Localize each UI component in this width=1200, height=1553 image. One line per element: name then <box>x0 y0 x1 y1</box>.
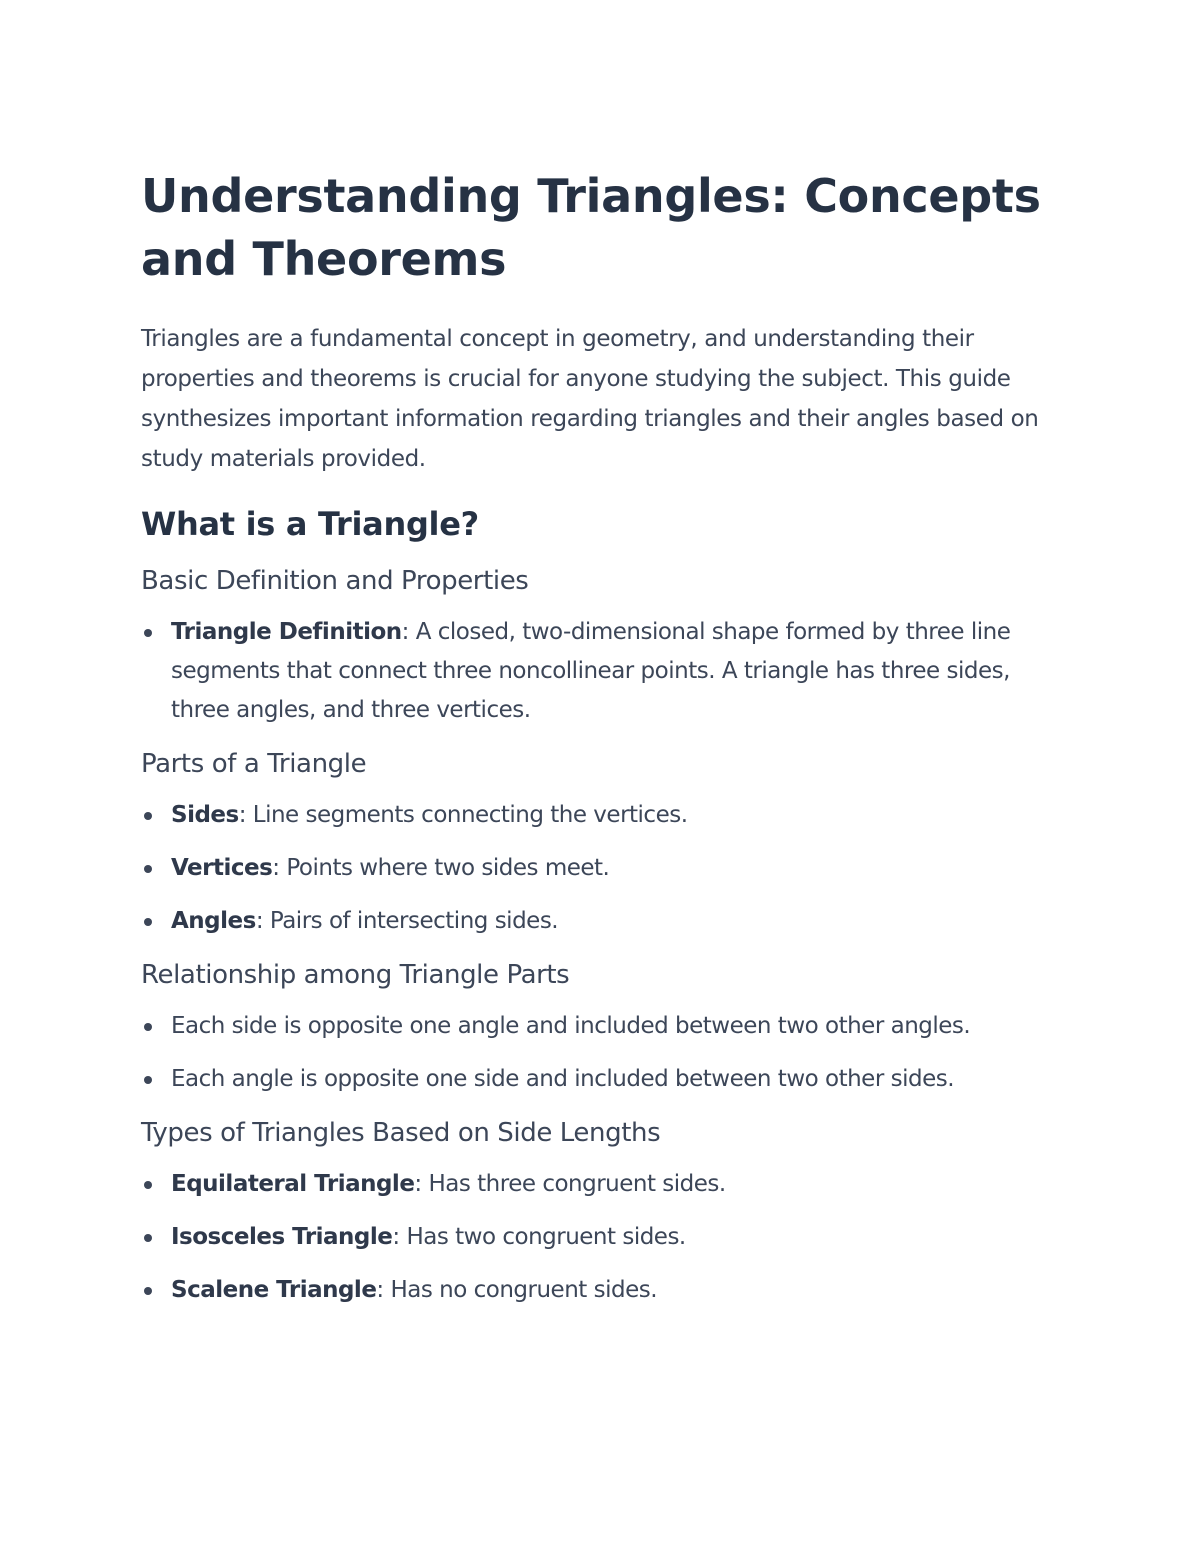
bullet-icon <box>144 1181 152 1189</box>
bullet-icon <box>144 918 152 926</box>
subheading-types: Types of Triangles Based on Side Lengths <box>141 1118 661 1148</box>
list-item <box>141 902 1071 941</box>
list-item-term: Equilateral Triangle <box>171 1171 415 1197</box>
subheading-relationship: Relationship among Triangle Parts <box>141 960 570 990</box>
bullet-icon <box>144 1023 152 1031</box>
list-item <box>141 1218 1071 1257</box>
list-item-text: : Points where two sides meet. <box>272 855 610 881</box>
list-item-text: : Has no congruent sides. <box>376 1277 658 1303</box>
list-item <box>141 1271 1071 1310</box>
list-item <box>141 1060 1071 1099</box>
list-item-term: Triangle Definition <box>171 619 402 645</box>
list-item <box>141 849 1071 888</box>
types-list <box>141 1165 1071 1310</box>
list-item-text: : Has two congruent sides. <box>392 1224 686 1250</box>
page-title: Understanding Triangles: Concepts and Theorems <box>141 169 1041 286</box>
bullet-icon <box>144 1234 152 1242</box>
parts-list <box>141 796 1071 941</box>
bullet-icon <box>144 812 152 820</box>
list-item-term: Isosceles Triangle <box>171 1224 393 1250</box>
list-item-text: : Has three congruent sides. <box>414 1171 726 1197</box>
list-item-text: : A closed, two-dimensional shape formed by three line segments that connect three noncollinear points. A triangle has three sides, three angles, and three vertices. <box>171 619 1011 723</box>
bullet-icon <box>144 1076 152 1084</box>
document-page <box>141 165 1071 1324</box>
list-item-text: : Pairs of intersecting sides. <box>255 908 559 934</box>
list-item-term: Vertices <box>171 855 273 881</box>
relationship-list <box>141 1007 1071 1099</box>
list-item-text: Each angle is opposite one side and included between two other sides. <box>171 1066 955 1092</box>
list-item <box>141 796 1071 835</box>
intro-paragraph: Triangles are a fundamental concept in geometry, and understanding their properties and theorems is crucial for anyone studying the subject. This guide synthesizes important information regarding triangles and their angles based on study materials provided. <box>141 326 1039 472</box>
subheading-basic-definition: Basic Definition and Properties <box>141 566 529 596</box>
list-item <box>141 1007 1071 1046</box>
subheading-parts: Parts of a Triangle <box>141 749 367 779</box>
bullet-icon <box>144 629 152 637</box>
list-item-term: Scalene Triangle <box>171 1277 377 1303</box>
basic-definition-list <box>141 613 1071 730</box>
list-item-term: Angles <box>171 908 256 934</box>
section-heading: What is a Triangle? <box>141 505 479 543</box>
list-item <box>141 613 1071 730</box>
list-item-term: Sides <box>171 802 239 828</box>
list-item-text: Each side is opposite one angle and included between two other angles. <box>171 1013 971 1039</box>
list-item-text: : Line segments connecting the vertices. <box>238 802 688 828</box>
bullet-icon <box>144 865 152 873</box>
bullet-icon <box>144 1287 152 1295</box>
list-item <box>141 1165 1071 1204</box>
